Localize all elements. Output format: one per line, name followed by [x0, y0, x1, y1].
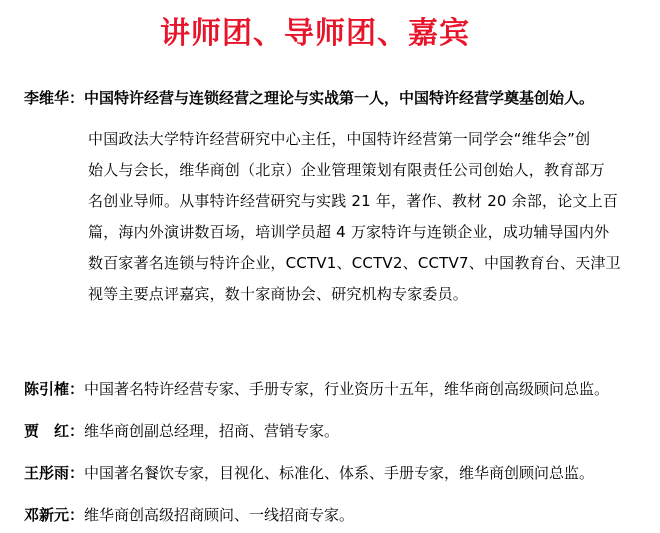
person-summary: 中国特许经营与连锁经营之理论与实战第一人，中国特许经营学奠基创始人。: [84, 89, 595, 107]
name-separator: ：: [69, 380, 85, 398]
person-bio-li-weihua: [88, 124, 640, 310]
person-summary: 中国著名特许经营专家、手册专家，行业资历十五年，维华商创高级顾问总监。: [84, 380, 610, 398]
person-entry-li-weihua: [24, 88, 644, 108]
name-separator: ：: [69, 422, 85, 440]
bio-line: 名创业导师。从事特许经营研究与实践 21 年，著作、教材 20 余部，论文上百: [88, 192, 619, 210]
person-entry-jia-hong: [24, 421, 644, 441]
bio-line: 视等主要点评嘉宾，数十家商协会、研究机构专家委员。: [88, 285, 469, 303]
name-separator: ：: [69, 89, 85, 107]
person-name: 王彤雨: [24, 464, 70, 482]
bio-line: 中国政法大学特许经营研究中心主任，中国特许经营第一同学会“维华会”创: [88, 130, 591, 148]
person-entry-deng-xinyuan: [24, 505, 644, 525]
page-title: 讲师团、导师团、嘉宾: [160, 16, 470, 51]
person-name: 陈引榷: [24, 380, 70, 398]
bio-line: 数百家著名连锁与特许企业，CCTV1、CCTV2、CCTV7、中国教育台、天津卫: [88, 254, 621, 272]
name-separator: ：: [69, 464, 85, 482]
person-entry-wang-tongyu: [24, 463, 644, 483]
person-name: 李维华: [24, 89, 70, 107]
person-summary: 中国著名餐饮专家，目视化、标准化、体系、手册专家，维华商创顾问总监。: [84, 464, 595, 482]
person-summary: 维华商创高级招商顾问、一线招商专家。: [84, 506, 355, 524]
name-separator: ：: [69, 506, 85, 524]
person-summary: 维华商创副总经理，招商、营销专家。: [84, 422, 340, 440]
bio-line: 篇，海内外演讲数百场，培训学员超 4 万家特许与连锁企业，成功辅导国内外: [88, 223, 610, 241]
person-name: 贾 红: [24, 422, 70, 440]
person-name: 邓新元: [24, 506, 70, 524]
person-entry-chen-yinque: [24, 379, 644, 399]
bio-line: 始人与会长，维华商创（北京）企业管理策划有限责任公司创始人，教育部万: [88, 161, 605, 179]
